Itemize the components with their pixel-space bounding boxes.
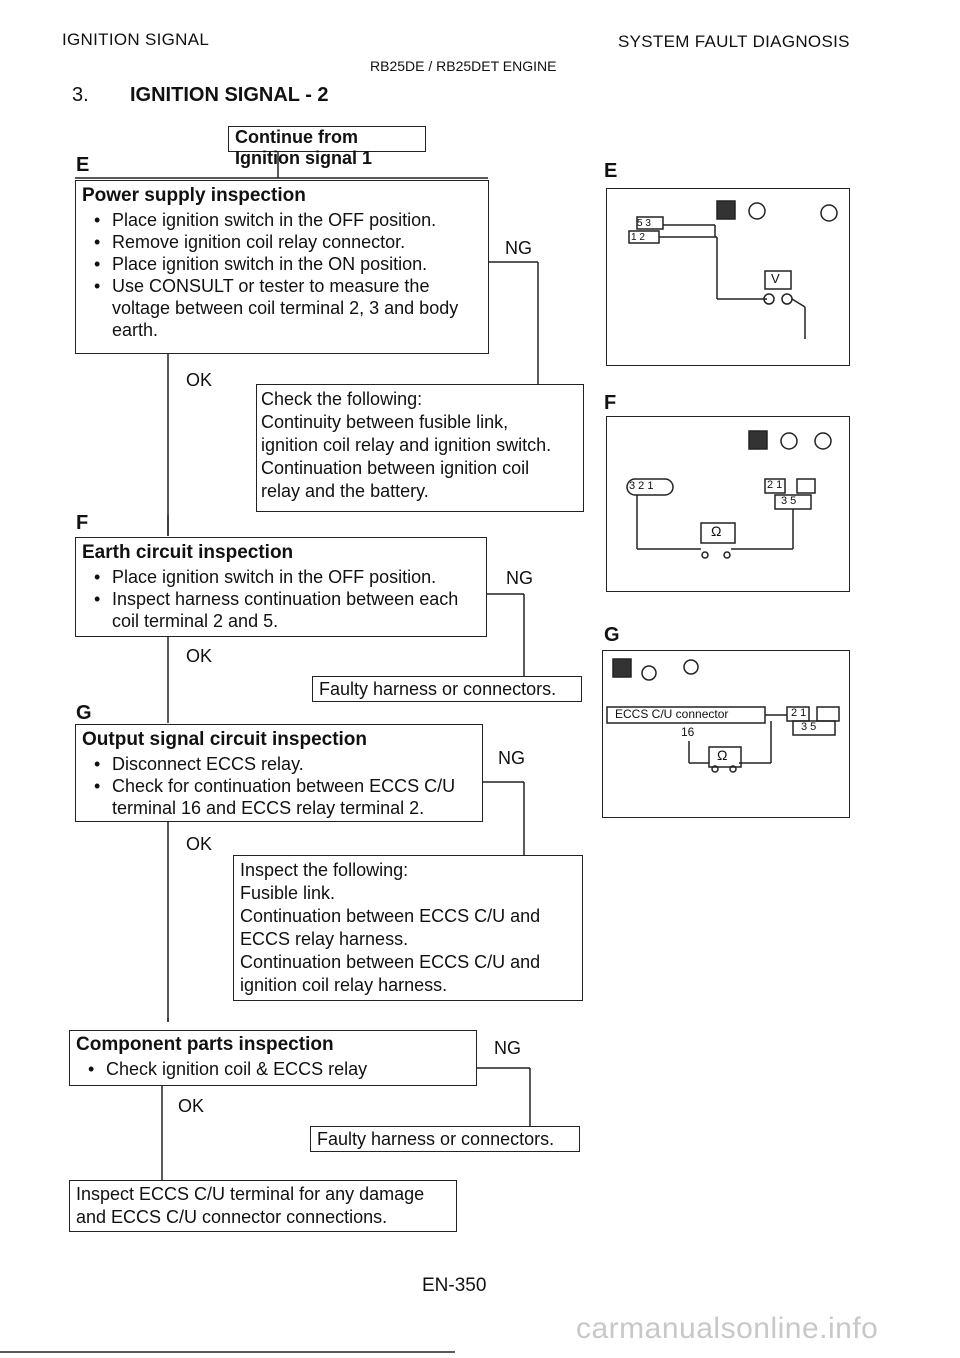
terminal-label: 16 [681, 725, 695, 739]
final-box [69, 1180, 457, 1232]
start-box [228, 126, 426, 168]
faulty-label: Faulty harness or connectors. [317, 1129, 555, 1149]
final-line: and ECCS C/U connector connections. [76, 1207, 388, 1227]
inspect-line: ignition coil relay harness. [240, 975, 448, 995]
connector-top: 2 1 [791, 707, 807, 719]
diagram-G [602, 650, 850, 818]
inspect-line: Fusible link. [240, 883, 336, 903]
inspect-following-box [233, 855, 583, 1001]
ohmmeter-label: Ω [717, 747, 728, 763]
list-item: • Place ignition switch in the OFF position. [82, 566, 480, 588]
list-item: • Disconnect ECCS relay. [82, 753, 476, 775]
ok-label: OK [186, 646, 213, 666]
list-item: • Use CONSULT or tester to measure the voltage between coil terminal 2, 3 and body earth. [82, 275, 482, 341]
label-E: E [76, 154, 90, 176]
list-item: • Inspect harness continuation between each coil terminal 2 and 5. [82, 588, 480, 632]
earth-circuit-box [75, 537, 487, 637]
connector-bottom: 3 5 [801, 721, 817, 733]
ohmmeter-label: Ω [711, 523, 722, 539]
page-number: EN-350 [422, 1275, 487, 1296]
check-line: Continuity between fusible link, [261, 412, 509, 432]
label-G: G [76, 702, 92, 724]
connector-left: 3 2 1 [629, 480, 654, 492]
diagram-F [606, 416, 850, 592]
ok-label: OK [178, 1096, 205, 1116]
ng-label: NG [505, 238, 532, 258]
header-right: SYSTEM FAULT DIAGNOSIS [618, 32, 850, 51]
ng-label: NG [506, 568, 533, 588]
connector-bottom: 1 2 [631, 232, 645, 243]
component-title: Component parts inspection [76, 1034, 334, 1055]
diagram-E [606, 188, 850, 366]
section-number: 3. [72, 84, 89, 106]
check-line: relay and the battery. [261, 481, 429, 501]
ecu-connector-label: ECCS C/U connector [615, 707, 729, 721]
inspect-line: Continuation between ECCS C/U and [240, 952, 541, 972]
faulty-box-2 [310, 1126, 580, 1152]
list-item: • Place ignition switch in the ON position. [82, 253, 482, 275]
connector-right-top: 2 1 [767, 479, 783, 491]
inspect-line: Continuation between ECCS C/U and [240, 906, 541, 926]
output-signal-box [75, 724, 483, 822]
faulty-box-1 [312, 676, 582, 702]
diagram-label-E: E [604, 160, 618, 182]
connector-top: 5 3 [637, 218, 651, 229]
ng-label: NG [494, 1038, 521, 1058]
diagram-label-G: G [604, 624, 620, 646]
component-box [69, 1030, 477, 1086]
diagram-label-F: F [604, 392, 617, 414]
earth-circuit-title: Earth circuit inspection [82, 542, 294, 563]
check-line: Continuation between ignition coil [261, 458, 530, 478]
faulty-label: Faulty harness or connectors. [319, 679, 557, 699]
voltmeter-label: V [771, 271, 780, 286]
final-line: Inspect ECCS C/U terminal for any damage [76, 1184, 425, 1204]
section-title: IGNITION SIGNAL - 2 [130, 84, 329, 106]
connector-right-bottom: 3 5 [781, 495, 797, 507]
ok-label: OK [186, 834, 213, 854]
engine-label: RB25DE / RB25DET ENGINE [370, 58, 557, 74]
power-supply-title: Power supply inspection [82, 185, 306, 206]
diagram-G-drawing [603, 651, 851, 819]
list-item: • Remove ignition coil relay connector. [82, 231, 482, 253]
list-item: • Check for continuation between ECCS C/U terminal 16 and ECCS relay terminal 2. [82, 775, 476, 819]
diagram-F-drawing [607, 417, 851, 593]
start-box-label: Continue from Ignition signal 1 [235, 127, 373, 168]
output-signal-title: Output signal circuit inspection [82, 729, 368, 750]
ok-label: OK [186, 370, 213, 390]
check-line: ignition coil relay and ignition switch. [261, 435, 552, 455]
watermark: carmanualsonline.info [576, 1312, 879, 1345]
list-item: • Check ignition coil & ECCS relay [76, 1058, 470, 1080]
power-supply-box [75, 180, 489, 354]
check-following-box [256, 384, 584, 512]
inspect-line: ECCS relay harness. [240, 929, 409, 949]
ng-label: NG [498, 748, 525, 768]
label-F: F [76, 512, 89, 534]
header-left: IGNITION SIGNAL [62, 30, 210, 49]
check-line: Check the following: [261, 389, 423, 409]
list-item: • Place ignition switch in the OFF position. [82, 209, 482, 231]
inspect-line: Inspect the following: [240, 860, 409, 880]
diagram-E-drawing [607, 189, 851, 367]
